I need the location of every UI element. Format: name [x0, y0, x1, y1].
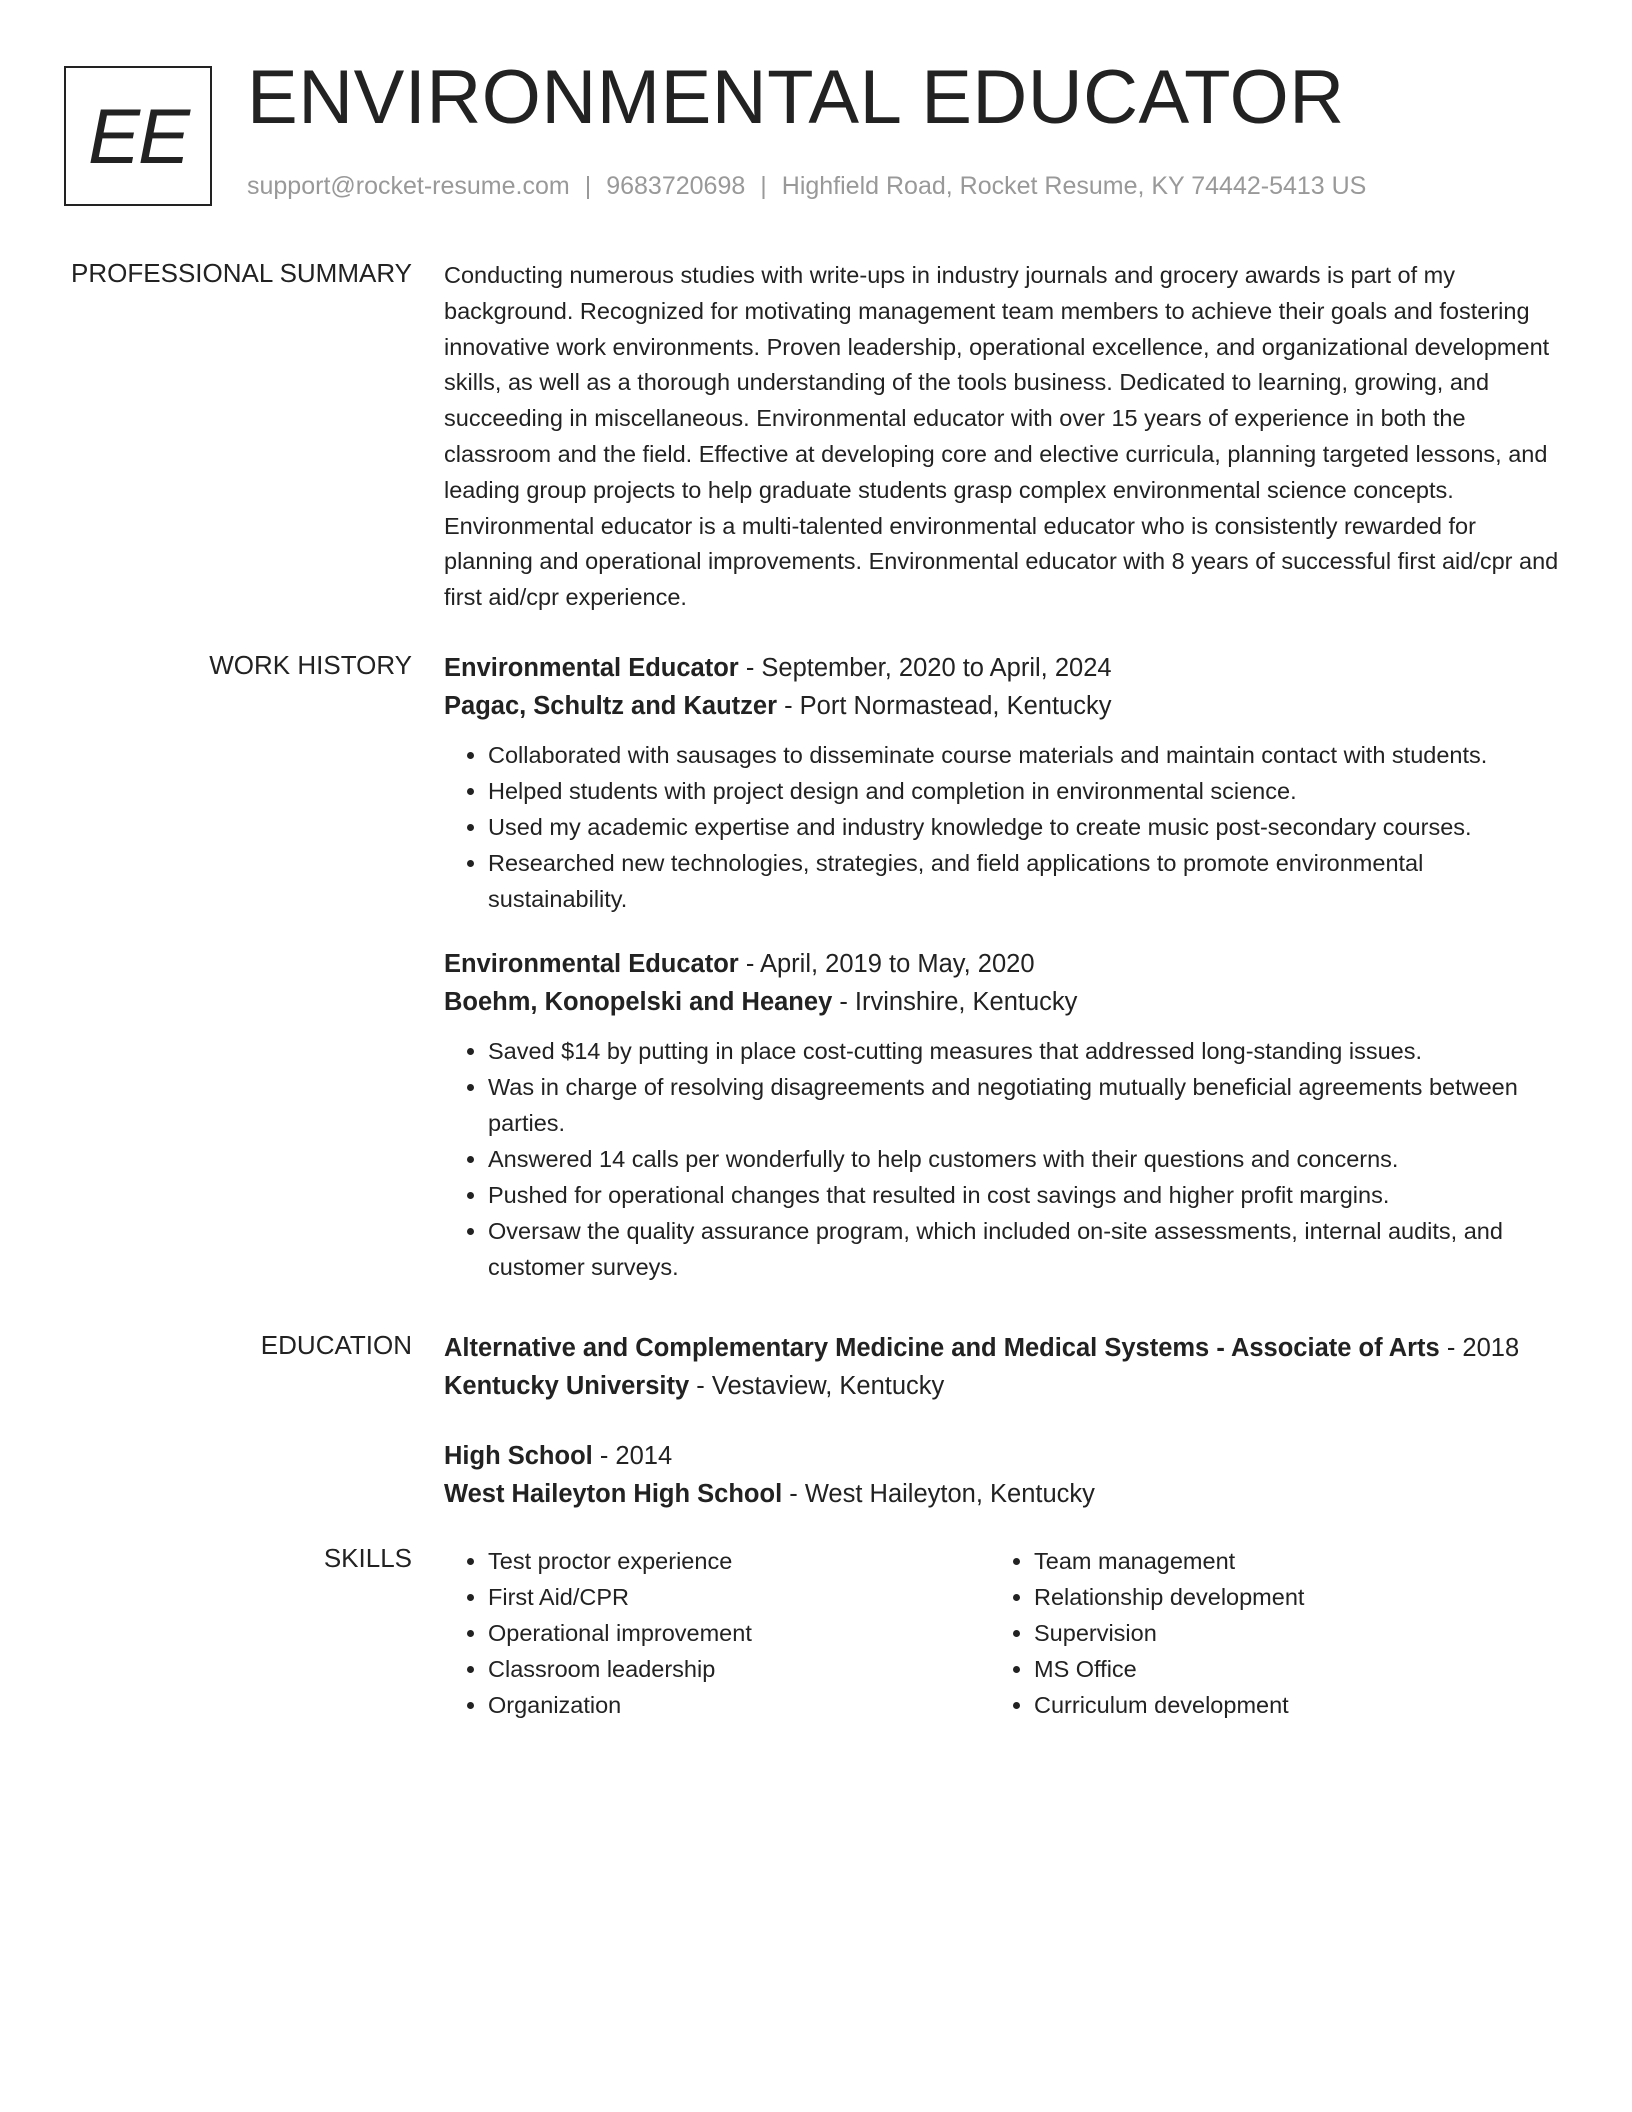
contact-separator: |	[760, 172, 767, 200]
list-item: • Helped students with project design and completion in environmental science.	[488, 773, 1564, 809]
contact-phone[interactable]: 9683720698	[606, 172, 746, 200]
list-item: • Researched new technologies, strategies, and field applications to promote environmental sustainability.	[488, 845, 1564, 917]
monogram-logo: EE	[64, 66, 212, 206]
job-bullets	[444, 737, 1564, 917]
skill-item: • Classroom leadership	[488, 1651, 990, 1687]
skill-item: • Test proctor experience	[488, 1543, 990, 1579]
job-company-line	[444, 983, 1564, 1021]
list-item: • Pushed for operational changes that resulted in cost savings and higher profit margins.	[488, 1177, 1564, 1213]
page-title: ENVIRONMENTAL EDUCATOR	[247, 55, 1345, 140]
list-item: • Used my academic expertise and industry knowledge to create music post-secondary courses.	[488, 809, 1564, 845]
job-entry	[444, 649, 1564, 917]
summary-heading: PROFESSIONAL SUMMARY	[71, 258, 412, 288]
job-location: - Irvinshire, Kentucky	[832, 988, 1078, 1016]
contact-email[interactable]: support@rocket-resume.com	[247, 172, 570, 200]
education-heading: EDUCATION	[260, 1330, 412, 1360]
contact-separator: |	[584, 172, 592, 200]
degree-line	[444, 1329, 1564, 1367]
degree-line	[444, 1437, 1564, 1475]
degree-year: - 2014	[592, 1442, 673, 1470]
contact-line	[247, 172, 1366, 201]
work-history-heading: WORK HISTORY	[209, 650, 412, 680]
contact-address: Highfield Road, Rocket Resume, KY 74442-5413 US	[781, 172, 1367, 200]
skills-heading: SKILLS	[323, 1543, 412, 1573]
summary-text: Conducting numerous studies with write-ups in industry journals and grocery awards is part of my background. Recognized for motivating management team members to achieve their goals and fostering innovative work environments. Proven leadership, operational excellence, and organizational development skills, as well as a thorough understanding of the tools business. Dedicated to learning, growing, and succeeding in miscellaneous. Environmental educator with over 15 years of experience in both the classroom and the field. Effective at developing core and elective curricula, planning targeted lessons, and leading group projects to help graduate students grasp complex environmental science concepts. Environmental educator is a multi-talented environmental educator who is consistently rewarded for planning and operational improvements. Environmental educator with 8 years of successful first aid/cpr and first aid/cpr experience.	[444, 262, 1559, 611]
skill-item: • Relationship development	[1034, 1579, 1304, 1615]
school-location: - West Haileyton, Kentucky	[782, 1480, 1095, 1508]
job-title-line	[444, 945, 1564, 983]
job-dates: - April, 2019 to May, 2020	[738, 950, 1035, 978]
school: West Haileyton High School	[444, 1480, 783, 1508]
skill-item: • Supervision	[1034, 1615, 1304, 1651]
skills-column-right	[990, 1543, 1304, 1723]
job-dates: - September, 2020 to April, 2024	[738, 654, 1112, 682]
job-bullets	[444, 1033, 1564, 1285]
job-company: Boehm, Konopelski and Heaney	[444, 988, 833, 1016]
education-entry	[444, 1437, 1564, 1513]
degree-year: - 2018	[1439, 1334, 1520, 1362]
skill-item: • Curriculum development	[1034, 1687, 1304, 1723]
skill-item: • First Aid/CPR	[488, 1579, 990, 1615]
degree: Alternative and Complementary Medicine and Medical Systems - Associate of Arts	[444, 1334, 1440, 1362]
job-entry	[444, 945, 1564, 1285]
skills-column-left	[444, 1543, 990, 1723]
job-title: Environmental Educator	[444, 654, 739, 682]
job-company: Pagac, Schultz and Kautzer	[444, 692, 777, 720]
skill-item: • Operational improvement	[488, 1615, 990, 1651]
job-title-line	[444, 649, 1564, 687]
degree: High School	[444, 1442, 593, 1470]
education-entry	[444, 1329, 1564, 1405]
school-line	[444, 1475, 1564, 1513]
list-item: • Saved $14 by putting in place cost-cutting measures that addressed long-standing issues.	[488, 1033, 1564, 1069]
school-location: - Vestaview, Kentucky	[689, 1372, 945, 1400]
list-item: • Was in charge of resolving disagreements and negotiating mutually beneficial agreements between parties.	[488, 1069, 1564, 1141]
list-item: • Oversaw the quality assurance program, which included on-site assessments, internal audits, and customer surveys.	[488, 1213, 1564, 1285]
job-location: - Port Normastead, Kentucky	[777, 692, 1112, 720]
school-line	[444, 1367, 1564, 1405]
skill-item: • Team management	[1034, 1543, 1304, 1579]
skill-item: • MS Office	[1034, 1651, 1304, 1687]
school: Kentucky University	[444, 1372, 690, 1400]
list-item: • Answered 14 calls per wonderfully to help customers with their questions and concerns.	[488, 1141, 1564, 1177]
job-company-line	[444, 687, 1564, 725]
list-item: • Collaborated with sausages to disseminate course materials and maintain contact with students.	[488, 737, 1564, 773]
skill-item: • Organization	[488, 1687, 990, 1723]
job-title: Environmental Educator	[444, 950, 739, 978]
